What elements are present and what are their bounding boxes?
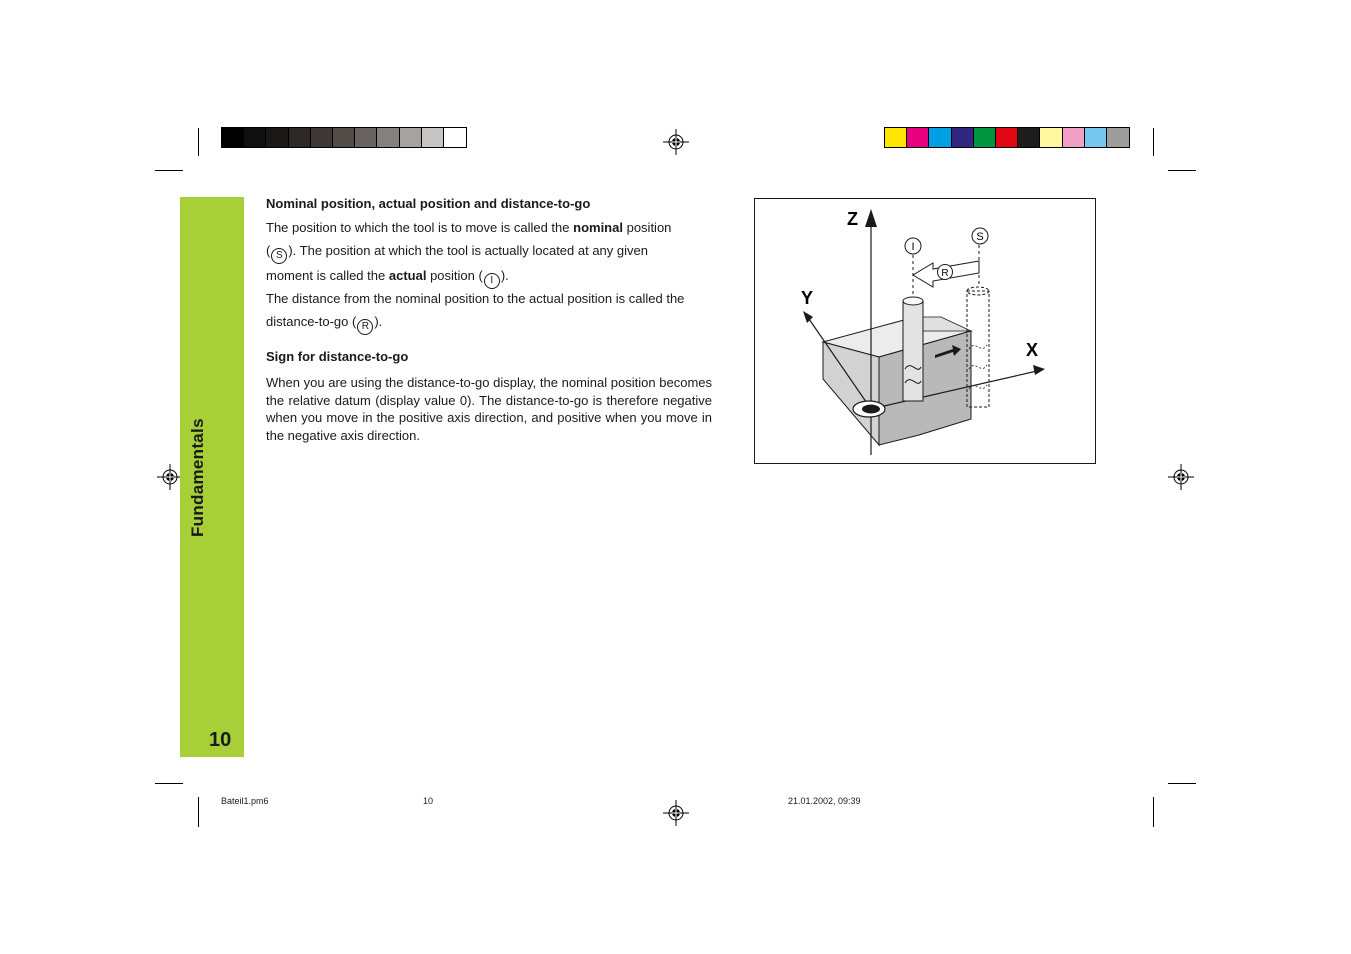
crop-mark — [1153, 128, 1154, 156]
color-swatch — [1085, 128, 1107, 147]
color-swatch — [1107, 128, 1129, 147]
label-s: S — [976, 231, 984, 243]
bold-term-nominal: nominal — [573, 220, 623, 235]
paragraph-nominal-actual — [266, 216, 728, 289]
paragraph-sign-distance-to-go: When you are using the distance-to-go display, the nominal position becomes the relative datum (display value 0). The distance-to-go is therefore negative when you move in the positive axis direction, and positive when you move in the negative axis direction. — [266, 375, 712, 443]
footer-timestamp: 21.01.2002, 09:39 — [788, 796, 861, 806]
text-run: The position to which the tool is to move is called the — [266, 220, 570, 235]
symbol-r: R — [357, 319, 373, 335]
color-swatch — [907, 128, 929, 147]
heading-sign-distance-to-go: Sign for distance-to-go — [266, 349, 409, 364]
label-r: R — [941, 268, 949, 279]
color-swatch — [289, 128, 311, 147]
color-swatch — [929, 128, 951, 147]
symbol-i: I — [484, 273, 500, 289]
registration-mark-icon — [663, 800, 689, 826]
color-swatch — [244, 128, 266, 147]
color-swatch — [1040, 128, 1062, 147]
crop-mark — [1168, 783, 1196, 784]
color-swatch — [422, 128, 444, 147]
crop-mark — [155, 170, 183, 171]
text-run: moment is called the — [266, 268, 386, 283]
crop-mark — [155, 783, 183, 784]
color-swatch — [885, 128, 907, 147]
color-swatch — [996, 128, 1018, 147]
paragraph-distance-to-go — [266, 287, 728, 335]
text-run: ). — [500, 268, 509, 283]
color-swatch — [222, 128, 244, 147]
heading-nominal-actual: Nominal position, actual position and distance-to-go — [266, 196, 591, 211]
color-swatch — [311, 128, 333, 147]
text-run: ). The position at which the tool is actually located at any given — [288, 243, 648, 258]
figure-axis-diagram — [754, 198, 1096, 464]
footer-filename: Bateil1.pm6 — [221, 796, 269, 806]
crop-mark — [1153, 797, 1154, 827]
grayscale-bar — [221, 127, 467, 148]
color-swatch — [1018, 128, 1040, 147]
axis-label-y: Y — [801, 288, 814, 308]
axis-diagram — [755, 199, 1095, 463]
text-run: position — [626, 220, 672, 235]
section-side-tab — [180, 197, 244, 757]
text-run: position ( — [430, 268, 483, 283]
axis-label-z: Z — [847, 209, 858, 229]
footer-page: 10 — [423, 796, 434, 806]
registration-mark-icon — [1168, 464, 1194, 490]
text-run: The distance from the nominal position to the actual position is called the — [266, 291, 685, 306]
crop-mark — [198, 797, 199, 827]
color-swatch — [952, 128, 974, 147]
color-swatch — [377, 128, 399, 147]
text-run: distance-to-go ( — [266, 314, 357, 329]
color-swatch — [444, 128, 466, 147]
bold-term-actual: actual — [388, 268, 427, 283]
color-swatch — [333, 128, 355, 147]
text-run: ( — [266, 243, 271, 258]
label-i: I — [911, 241, 915, 253]
symbol-s: S — [271, 248, 287, 264]
color-swatch — [974, 128, 996, 147]
registration-mark-icon — [663, 129, 689, 155]
color-swatch — [355, 128, 377, 147]
axis-label-x: X — [1026, 340, 1039, 360]
color-swatch — [1063, 128, 1085, 147]
color-bar — [884, 127, 1130, 148]
color-swatch — [400, 128, 422, 147]
section-title: Fundamentals — [188, 418, 207, 537]
page-number: 10 — [209, 729, 232, 751]
color-swatch — [266, 128, 288, 147]
crop-mark — [1168, 170, 1196, 171]
text-run: ). — [374, 314, 383, 329]
crop-mark — [198, 128, 199, 156]
